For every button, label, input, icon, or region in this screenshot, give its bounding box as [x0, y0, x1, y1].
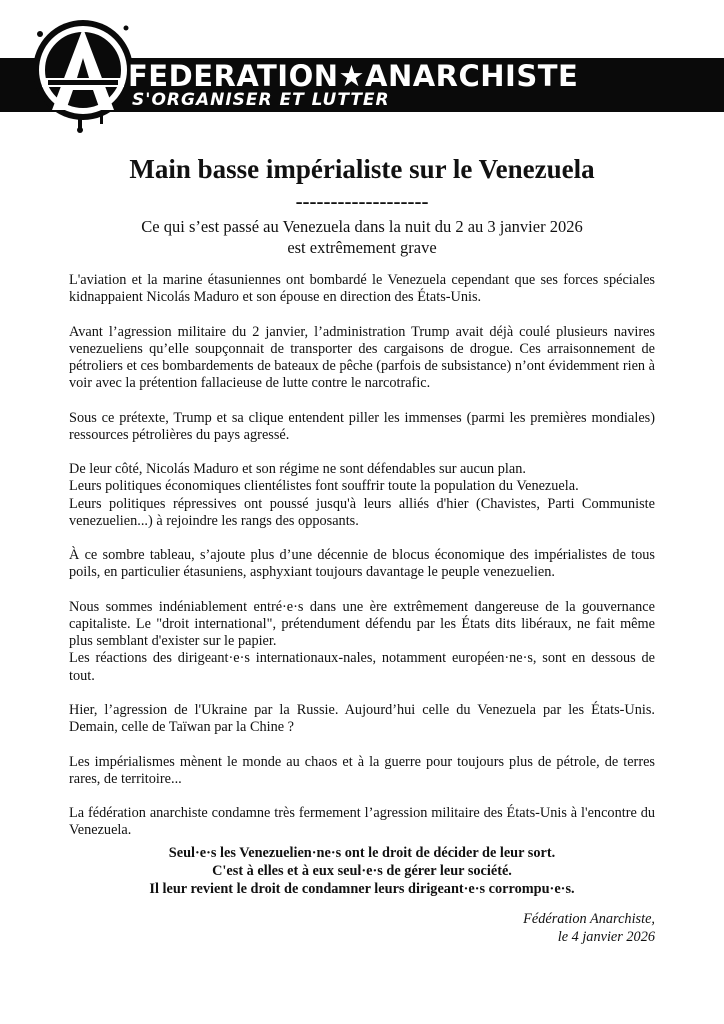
body-paragraph	[69, 547, 655, 581]
paragraph-line: Hier, l’agression de l'Ukraine par la Russie. Aujourd’hui celle du Venezuela par les États-Unis. Demain, celle de Taïwan par la Chine ?	[69, 701, 655, 736]
subtitle-line: est extrêmement grave	[287, 238, 437, 257]
signature-org: Fédération Anarchiste,	[523, 911, 655, 927]
body-paragraph	[69, 324, 655, 393]
body-paragraph	[69, 754, 655, 788]
title-separator: -------------------	[295, 189, 429, 213]
article-title: Main basse impérialiste sur le Venezuela	[129, 154, 595, 184]
paragraph-line: Leurs politiques répressives ont poussé jusqu'à leurs alliés d'hier (Chavistes, Parti Communiste venezuelien...) à rejoindre les rangs des opposants.	[69, 495, 655, 529]
closing-line: Il leur revient le droit de condamner leurs dirigeant·e·s corrompu·e·s.	[149, 881, 575, 897]
paragraph-line: Leurs politiques économiques clientélistes font souffrir toute la population du Venezuela.	[69, 478, 579, 495]
paragraph-line: À ce sombre tableau, s’ajoute plus d’une décennie de blocus économique des impérialistes de tous poils, en particulier étasuniens, asphyxiant toujours davantage le peuple venezuelien.	[69, 547, 655, 581]
anarchy-logo-icon	[28, 14, 138, 134]
closing-line: C'est à elles et à eux seul·e·s de gérer leur société.	[212, 863, 512, 879]
body-paragraph	[69, 805, 655, 839]
closing-line: Seul·e·s les Venezuelien·ne·s ont le droit de décider de leur sort.	[168, 845, 556, 861]
organization-tagline: S'ORGANISER ET LUTTER	[132, 90, 390, 110]
paragraph-line: Les impérialismes mènent le monde au chaos et à la guerre pour toujours plus de pétrole, de terres rares, de territoire...	[69, 753, 655, 787]
article-subtitle	[0, 216, 724, 258]
signature-date: le 4 janvier 2026	[557, 929, 655, 945]
paragraph-line: Les réactions des dirigeant·e·s internationaux-nales, notamment européen·ne·s, sont en dessous de tout.	[69, 650, 655, 684]
paragraph-line: De leur côté, Nicolás Maduro et son régime ne sont défendables sur aucun plan.	[69, 461, 526, 478]
organization-name: FEDERATION★ANARCHISTE	[128, 59, 579, 93]
paragraph-line: Nous sommes indéniablement entré·e·s dans une ère extrêmement dangereuse de la gouvernance capitaliste. Le "droit international", prétendument défendu par les États dits libéraux, ne fait même plus semblant d'exister sur le papier.	[69, 598, 655, 650]
paragraph-line: L'aviation et la marine étasuniennes ont bombardé le Venezuela cependant que ses forces spéciales kidnappaient Nicolás Maduro et son épouse en direction des États-Unis.	[69, 272, 655, 306]
body-paragraph	[69, 410, 655, 444]
signature	[523, 910, 655, 946]
article-body	[69, 272, 655, 857]
closing-statement	[0, 844, 724, 898]
body-paragraph	[69, 702, 655, 736]
subtitle-line: Ce qui s’est passé au Venezuela dans la nuit du 2 au 3 janvier 2026	[141, 217, 583, 236]
body-paragraph	[69, 599, 655, 685]
paragraph-line: Avant l’agression militaire du 2 janvier, l’administration Trump avait déjà coulé plusieurs navires venezueliens qu’elle soupçonnait de transporter des cargaisons de drogue. Ces arraisonnement de pétroliers et ces bombardements de bateaux de pêche (parfois de subsistance) n’ont évidemment rien à voir avec la prétention fallacieuse de lutte contre le narcotrafic.	[69, 323, 655, 392]
body-paragraph	[69, 272, 655, 306]
body-paragraph	[69, 461, 655, 530]
paragraph-line: Sous ce prétexte, Trump et sa clique entendent piller les immenses (parmi les premières mondiales) ressources pétrolières du pays agressé.	[69, 409, 655, 443]
paragraph-line: La fédération anarchiste condamne très fermement l’agression militaire des États-Unis à l'encontre du Venezuela.	[69, 805, 655, 839]
